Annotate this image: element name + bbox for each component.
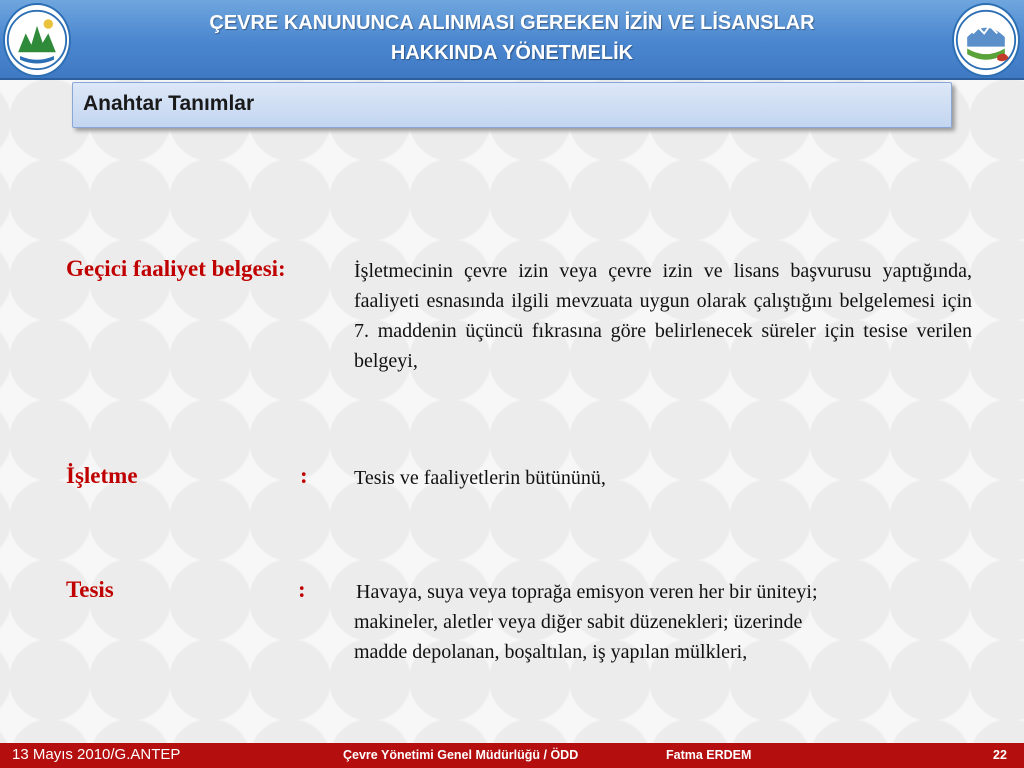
section-title: Anahtar Tanımlar [83, 92, 255, 115]
term-tesis: Tesis [66, 577, 114, 602]
definition-gecici-faaliyet-belgesi: İşletmecinin çevre izin veya çevre izin ve lisans başvurusu yaptığında, faaliyeti esnasında ilgili mevzuata uygun olarak çalıştığını belgelemesi için 7. maddenin üçüncü fıkrasına göre belirlenecek süreler için tesise verilen belgeyi, [354, 260, 972, 372]
term-gecici-faaliyet-belgesi: Geçici faaliyet belgesi: [66, 256, 286, 281]
term-isletme: İşletme [66, 463, 138, 488]
cevre-izinleri-emblem-icon [954, 5, 1018, 75]
term-colon: : [300, 463, 308, 488]
page-title [80, 8, 944, 68]
definition-line: madde depolanan, boşaltılan, iş yapılan mülkleri, [354, 641, 748, 663]
cevre-izinleri-logo [952, 3, 1020, 77]
ministry-logo [3, 3, 71, 77]
definition-tesis [354, 577, 972, 667]
title-line-2: HAKKINDA YÖNETMELİK [390, 42, 634, 64]
footer-author: Fatma ERDEM [666, 748, 752, 762]
footer-department: Çevre Yönetimi Genel Müdürlüğü / ÖDD [343, 748, 579, 762]
header-banner [0, 0, 1024, 80]
ministry-emblem-icon [5, 5, 69, 75]
footer-date: 13 Mayıs 2010/G.ANTEP [12, 746, 181, 763]
definition-line: makineler, aletler veya diğer sabit düzenekleri; üzerinde [354, 611, 803, 633]
term-colon: : [298, 577, 306, 602]
title-line-1: ÇEVRE KANUNUNCA ALINMASI GEREKEN İZİN VE LİSANSLAR [209, 12, 815, 34]
page-number: 22 [993, 748, 1007, 762]
definition-isletme: Tesis ve faaliyetlerin bütününü, [354, 467, 606, 489]
definition-line: Havaya, suya veya toprağa emisyon veren her bir üniteyi; [356, 581, 818, 603]
section-header [72, 82, 952, 128]
footer-bar [0, 743, 1024, 768]
